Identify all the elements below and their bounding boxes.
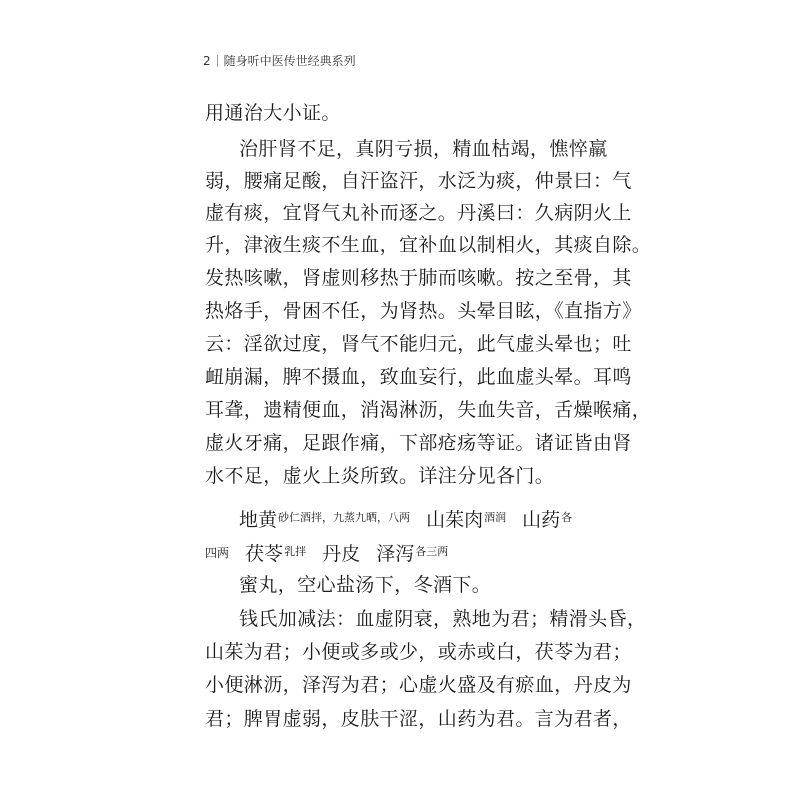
text-line: 治肝肾不足，真阴亏损，精血枯竭，憔悴羸 [239, 138, 608, 160]
herb-item [245, 542, 306, 564]
herb-name: 茯苓 [245, 543, 284, 565]
text-line: 君；脾胃虚弱，皮肤干涩，山药为君。言为君者， [205, 708, 632, 730]
text-line: 虚有痰，宜肾气丸补而逐之。丹溪曰：久病阴火上 [205, 202, 632, 224]
herb-note: 酒润 [484, 511, 507, 524]
herb-name: 丹皮 [322, 543, 361, 565]
text-line: 水不足，虚火上炎所致。详注分见各门。 [205, 465, 555, 487]
series-title: 随身听中医传世经典系列 [223, 54, 356, 68]
header-divider [217, 55, 218, 67]
text-line: 升，津液生痰不生血，宜补血以制相火，其痰自除。 [205, 234, 652, 256]
page-header [203, 52, 356, 69]
text-line: 耳聋，遗精便血，消渴淋沥，失血失音，舌燥喉痛， [205, 399, 652, 421]
text-line: 热烙手，骨困不任，为肾热。头晕目眩，《直指方》 [205, 300, 642, 322]
herb-note: 砂仁酒拌，九蒸九晒，八两 [278, 511, 411, 524]
text-line: 虚火牙痛，足跟作痛，下部疮疡等证。诸证皆由肾 [205, 432, 632, 454]
text-line: 用通治大小证。 [205, 102, 341, 124]
herb-list-row [205, 542, 458, 564]
herb-name: 山药 [522, 509, 561, 531]
herb-note: 各 [561, 511, 573, 524]
text-line: 云：淫欲过度，肾气不能归元，此气虚头晕也；吐 [205, 333, 632, 355]
text-line: 衄崩漏，脾不摄血，致血妄行，此血虚头晕。耳鸣 [205, 366, 632, 388]
herb-item [426, 508, 506, 530]
page-number: 2 [203, 53, 211, 68]
herb-item [376, 542, 448, 564]
herb-name: 山茱肉 [426, 509, 484, 531]
text-line: 钱氏加减法：血虚阴衰，熟地为君；精滑头昏， [239, 608, 647, 630]
herb-dose-continuation: 四两 [205, 546, 230, 560]
text-line: 蜜丸，空心盐汤下，冬酒下。 [239, 574, 492, 596]
herb-note: 各三两 [415, 545, 449, 558]
text-line: 发热咳嗽，肾虚则移热于肺而咳嗽。按之至骨，其 [205, 267, 632, 289]
herb-name: 地黄 [239, 509, 278, 531]
herb-item [522, 508, 572, 530]
herb-name: 泽泻 [376, 543, 415, 565]
text-line: 山茱为君；小便或多或少，或赤或白，茯苓为君； [205, 641, 632, 663]
herb-item [239, 508, 410, 530]
text-line: 弱，腰痛足酸，自汗盗汗，水泛为痰，仲景曰：气 [205, 170, 632, 192]
herb-note: 乳拌 [284, 545, 307, 558]
text-line: 小便淋沥，泽泻为君；心虚火盛及有瘀血，丹皮为 [205, 674, 632, 696]
herb-list-row [239, 508, 582, 530]
herb-item [322, 545, 360, 564]
